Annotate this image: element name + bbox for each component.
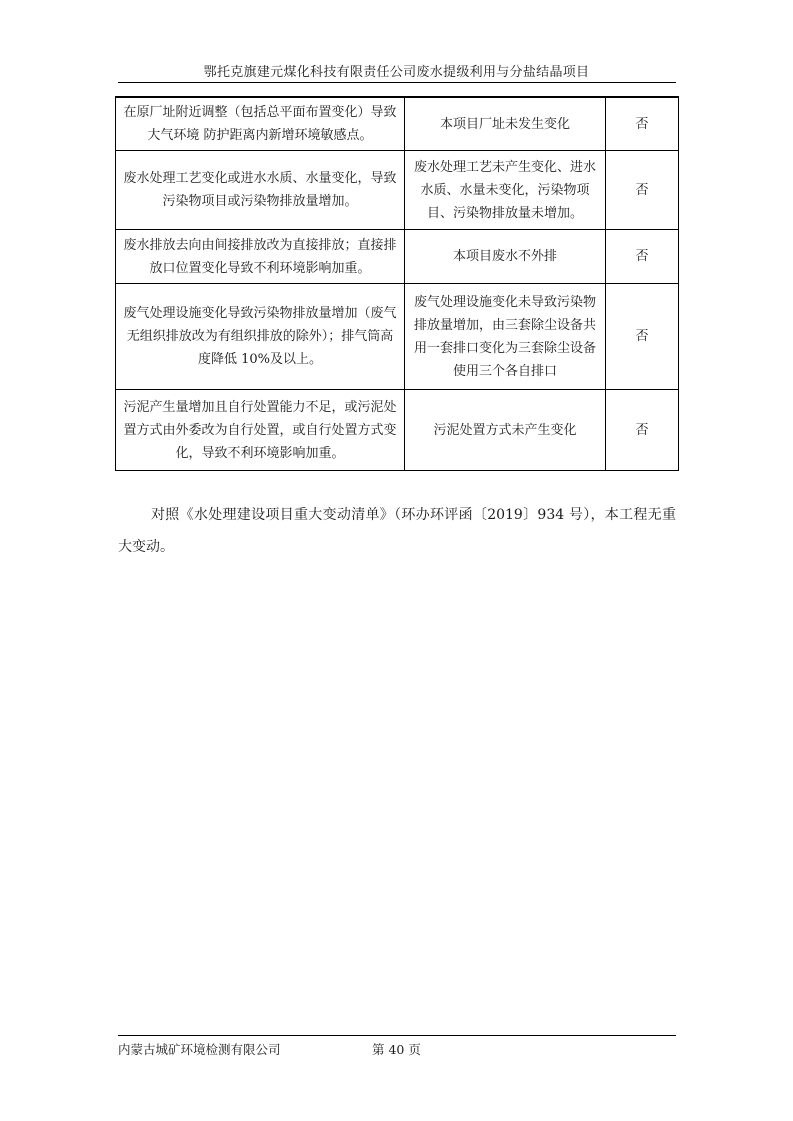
major-change-cell: 否: [606, 390, 679, 471]
condition-cell: 废气处理设施变化导致污染物排放量增加（废气无组织排放改为有组织排放的除外）；排气筒高度降低 10%及以上。: [116, 284, 405, 390]
table-row: [116, 151, 679, 230]
major-change-cell: 否: [606, 284, 679, 390]
table-row: [116, 97, 679, 151]
major-change-cell: 否: [606, 230, 679, 284]
status-cell: 废气处理设施变化未导致污染物排放量增加，由三套除尘设备共用一套排口变化为三套除尘设备使用三个各自排口: [405, 284, 606, 390]
table-row: [116, 230, 679, 284]
page-number: 第 40 页: [372, 1042, 421, 1057]
status-cell: 污泥处置方式未产生变化: [405, 390, 606, 471]
condition-cell: 在原厂址附近调整（包括总平面布置变化）导致大气环境 防护距离内新增环境敏感点。: [116, 97, 405, 151]
conclusion-paragraph: 对照《水处理建设项目重大变动清单》（环办环评函〔2019〕934 号），本工程无重大变动。: [118, 507, 676, 555]
status-cell: 本项目废水不外排: [405, 230, 606, 284]
table-row: [116, 390, 679, 471]
footer-company: 内蒙古城矿环境检测有限公司: [118, 1042, 281, 1057]
condition-cell: 废水处理工艺变化或进水水质、水量变化，导致污染物项目或污染物排放量增加。: [116, 151, 405, 230]
table-row: [116, 284, 679, 390]
header-divider: [118, 82, 676, 83]
status-cell: 本项目厂址未发生变化: [405, 97, 606, 151]
major-change-cell: 否: [606, 97, 679, 151]
condition-cell: 污泥产生量增加且自行处置能力不足，或污泥处置方式由外委改为自行处置，或自行处置方式变化，导致不利环境影响加重。: [116, 390, 405, 471]
change-assessment-table: [115, 96, 679, 471]
footer-divider: [118, 1035, 676, 1036]
status-cell: 废水处理工艺未产生变化、进水水质、水量未变化，污染物项目、污染物排放量未增加。: [405, 151, 606, 230]
major-change-cell: 否: [606, 151, 679, 230]
page-header-title: 鄂托克旗建元煤化科技有限责任公司废水提级利用与分盐结晶项目: [203, 65, 590, 80]
condition-cell: 废水排放去向由间接排放改为直接排放；直接排放口位置变化导致不利环境影响加重。: [116, 230, 405, 284]
